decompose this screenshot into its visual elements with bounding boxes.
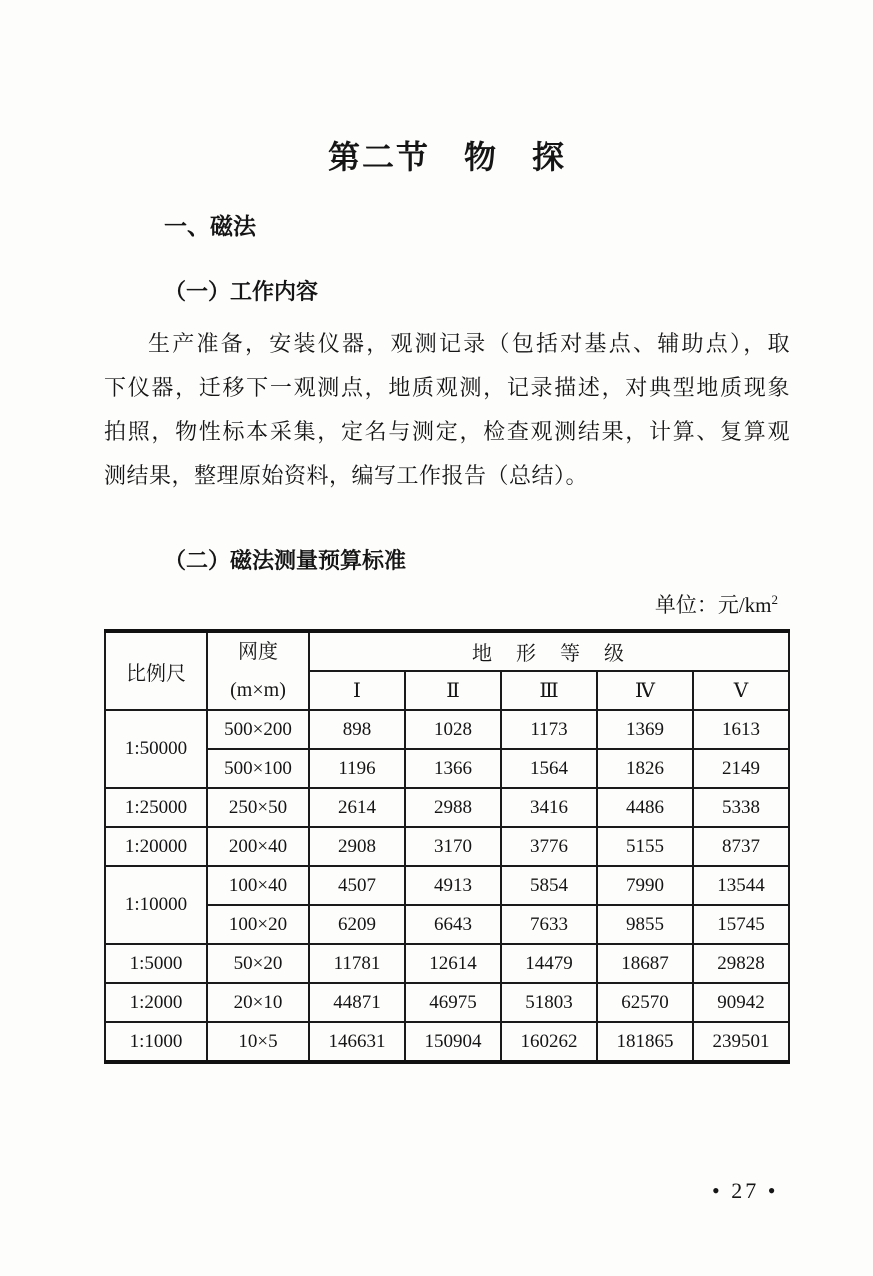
paragraph-line: 生产准备，安装仪器，观测记录（包括对基点、辅助点），取 bbox=[148, 331, 790, 356]
value-cell: 160262 bbox=[501, 1022, 597, 1062]
value-cell: 5338 bbox=[693, 788, 789, 827]
paragraph-line: 测结果，整理原始资料，编写工作报告（总结）。 bbox=[104, 463, 589, 488]
grid-cell: 100×20 bbox=[207, 905, 309, 944]
unit-label bbox=[104, 589, 790, 619]
grid-cell: 200×40 bbox=[207, 827, 309, 866]
value-cell: 1613 bbox=[693, 710, 789, 749]
value-cell: 18687 bbox=[597, 944, 693, 983]
value-cell: 3776 bbox=[501, 827, 597, 866]
value-cell: 2908 bbox=[309, 827, 405, 866]
value-cell: 3416 bbox=[501, 788, 597, 827]
value-cell: 51803 bbox=[501, 983, 597, 1022]
value-cell: 7633 bbox=[501, 905, 597, 944]
grid-cell: 500×200 bbox=[207, 710, 309, 749]
value-cell: 44871 bbox=[309, 983, 405, 1022]
value-cell: 2988 bbox=[405, 788, 501, 827]
unit-text: 单位：元/km bbox=[654, 593, 772, 617]
header-grid bbox=[207, 631, 309, 710]
work-content-paragraph bbox=[104, 322, 790, 498]
page-title: 第二节 物 探 bbox=[327, 139, 566, 175]
sub-heading-budget-standard: （二）磁法测量预算标准 bbox=[164, 548, 407, 573]
page-content bbox=[104, 0, 790, 1064]
value-cell: 2149 bbox=[693, 749, 789, 788]
value-cell: 5155 bbox=[597, 827, 693, 866]
header-grade-4: Ⅳ bbox=[597, 671, 693, 710]
value-cell: 4507 bbox=[309, 866, 405, 905]
paragraph-line: 下仪器，迁移下一观测点，地质观测，记录描述，对典型地质现象 bbox=[104, 375, 790, 400]
budget-table bbox=[104, 629, 790, 1064]
scale-cell: 1:25000 bbox=[105, 788, 207, 827]
value-cell: 62570 bbox=[597, 983, 693, 1022]
header-grade-2: Ⅱ bbox=[405, 671, 501, 710]
grid-cell: 50×20 bbox=[207, 944, 309, 983]
grid-cell: 500×100 bbox=[207, 749, 309, 788]
table-row bbox=[105, 1022, 789, 1062]
header-grade-3: Ⅲ bbox=[501, 671, 597, 710]
header-grid-unit: (m×m) bbox=[230, 679, 286, 701]
header-grade-5: Ⅴ bbox=[693, 671, 789, 710]
value-cell: 146631 bbox=[309, 1022, 405, 1062]
value-cell: 1564 bbox=[501, 749, 597, 788]
header-terrain-grade: 地 形 等 级 bbox=[309, 631, 789, 671]
value-cell: 6643 bbox=[405, 905, 501, 944]
header-scale: 比例尺 bbox=[105, 631, 207, 710]
value-cell: 2614 bbox=[309, 788, 405, 827]
value-cell: 150904 bbox=[405, 1022, 501, 1062]
value-cell: 90942 bbox=[693, 983, 789, 1022]
scale-cell: 1:20000 bbox=[105, 827, 207, 866]
value-cell: 6209 bbox=[309, 905, 405, 944]
scale-cell: 1:10000 bbox=[105, 866, 207, 944]
value-cell: 13544 bbox=[693, 866, 789, 905]
value-cell: 11781 bbox=[309, 944, 405, 983]
value-cell: 1369 bbox=[597, 710, 693, 749]
header-grade-1: Ⅰ bbox=[309, 671, 405, 710]
value-cell: 1173 bbox=[501, 710, 597, 749]
grid-cell: 100×40 bbox=[207, 866, 309, 905]
grid-cell: 250×50 bbox=[207, 788, 309, 827]
table-row bbox=[105, 905, 789, 944]
value-cell: 9855 bbox=[597, 905, 693, 944]
unit-superscript: 2 bbox=[771, 592, 778, 607]
value-cell: 3170 bbox=[405, 827, 501, 866]
table-row bbox=[105, 944, 789, 983]
value-cell: 4913 bbox=[405, 866, 501, 905]
paragraph-line: 拍照，物性标本采集，定名与测定，检查观测结果，计算、复算观 bbox=[104, 419, 790, 444]
scale-cell: 1:1000 bbox=[105, 1022, 207, 1062]
sub-heading-work-content: （一）工作内容 bbox=[164, 279, 319, 304]
grid-cell: 10×5 bbox=[207, 1022, 309, 1062]
page-number: • 27 • bbox=[712, 1178, 779, 1203]
value-cell: 15745 bbox=[693, 905, 789, 944]
value-cell: 181865 bbox=[597, 1022, 693, 1062]
value-cell: 12614 bbox=[405, 944, 501, 983]
value-cell: 46975 bbox=[405, 983, 501, 1022]
value-cell: 1826 bbox=[597, 749, 693, 788]
value-cell: 4486 bbox=[597, 788, 693, 827]
value-cell: 1028 bbox=[405, 710, 501, 749]
value-cell: 8737 bbox=[693, 827, 789, 866]
budget-table-head bbox=[105, 631, 789, 710]
table-row bbox=[105, 983, 789, 1022]
table-row bbox=[105, 827, 789, 866]
value-cell: 898 bbox=[309, 710, 405, 749]
value-cell: 1366 bbox=[405, 749, 501, 788]
table-row bbox=[105, 788, 789, 827]
grid-cell: 20×10 bbox=[207, 983, 309, 1022]
value-cell: 29828 bbox=[693, 944, 789, 983]
table-row bbox=[105, 710, 789, 749]
budget-table-body bbox=[105, 710, 789, 1062]
value-cell: 14479 bbox=[501, 944, 597, 983]
table-header-row bbox=[105, 631, 789, 671]
value-cell: 7990 bbox=[597, 866, 693, 905]
value-cell: 239501 bbox=[693, 1022, 789, 1062]
value-cell: 5854 bbox=[501, 866, 597, 905]
scale-cell: 1:5000 bbox=[105, 944, 207, 983]
section-heading-magnetic-method: 一、磁法 bbox=[164, 214, 256, 239]
header-grid-label: 网度 bbox=[238, 641, 278, 663]
scale-cell: 1:2000 bbox=[105, 983, 207, 1022]
value-cell: 1196 bbox=[309, 749, 405, 788]
table-row bbox=[105, 749, 789, 788]
table-row bbox=[105, 866, 789, 905]
scale-cell: 1:50000 bbox=[105, 710, 207, 788]
